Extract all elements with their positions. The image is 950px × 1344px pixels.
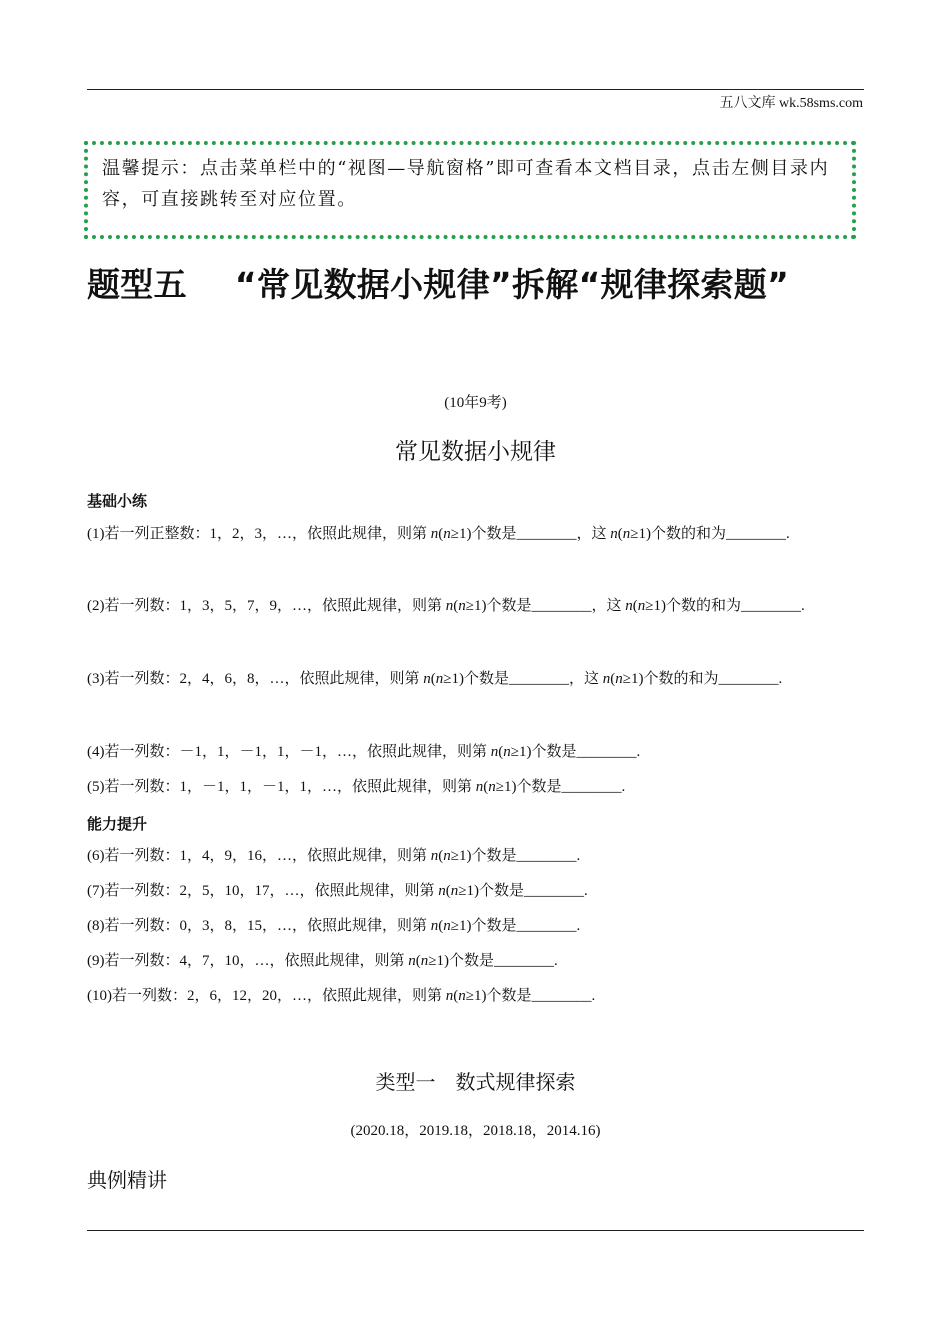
title-right: “常见数据小规律”拆解“规律探索题” [234,265,790,304]
type1-years: (2020.18，2019.18，2018.18，2014.16) [350,1123,601,1139]
section-heading: 常见数据小规律 [395,439,556,465]
question-1: (1)若一列正整数：1，2，3，…，依照此规律，则第 n(n≥1)个数是________，这 n(n≥1)个数的和为________. [87,526,790,542]
type1-heading: 类型一 数式规律探索 [375,1070,576,1094]
title-left: 题型五 [87,265,187,304]
advanced-label: 能力提升 [87,815,148,833]
basic-label: 基础小练 [87,492,148,510]
page-title [87,259,867,306]
footer-rule [87,1230,864,1231]
question-6: (6)若一列数：1，4，9，16，…，依照此规律，则第 n(n≥1)个数是________. [87,848,581,864]
question-10: (10)若一列数：2，6，12，20，…，依照此规律，则第 n(n≥1)个数是________. [87,988,596,1004]
header-rule [87,89,864,90]
question-5: (5)若一列数：1，－1，1，－1，1，…，依照此规律，则第 n(n≥1)个数是________. [87,779,626,795]
question-4: (4)若一列数：－1，1，－1，1，－1，…，依照此规律，则第 n(n≥1)个数是________. [87,744,641,760]
tip-text: 温馨提示：点击菜单栏中的“视图—导航窗格”即可查看本文档目录，点击左侧目录内容，可直接跳转至对应位置。 [102,158,830,210]
question-7: (7)若一列数：2，5，10，17，…，依照此规律，则第 n(n≥1)个数是________. [87,883,588,899]
question-9: (9)若一列数：4，7，10，…，依照此规律，则第 n(n≥1)个数是________. [87,953,558,969]
exam-count: (10年9考) [444,395,507,411]
question-8: (8)若一列数：0，3，8，15，…，依照此规律，则第 n(n≥1)个数是________. [87,918,581,934]
question-3: (3)若一列数：2，4，6，8，…，依照此规律，则第 n(n≥1)个数是________，这 n(n≥1)个数的和为________. [87,671,783,687]
question-2: (2)若一列数：1，3，5，7，9，…，依照此规律，则第 n(n≥1)个数是________，这 n(n≥1)个数的和为________. [87,598,805,614]
example-label: 典例精讲 [87,1168,167,1192]
site-watermark[interactable]: 五八文库 wk.58sms.com [719,96,863,111]
tip-box [84,141,856,239]
